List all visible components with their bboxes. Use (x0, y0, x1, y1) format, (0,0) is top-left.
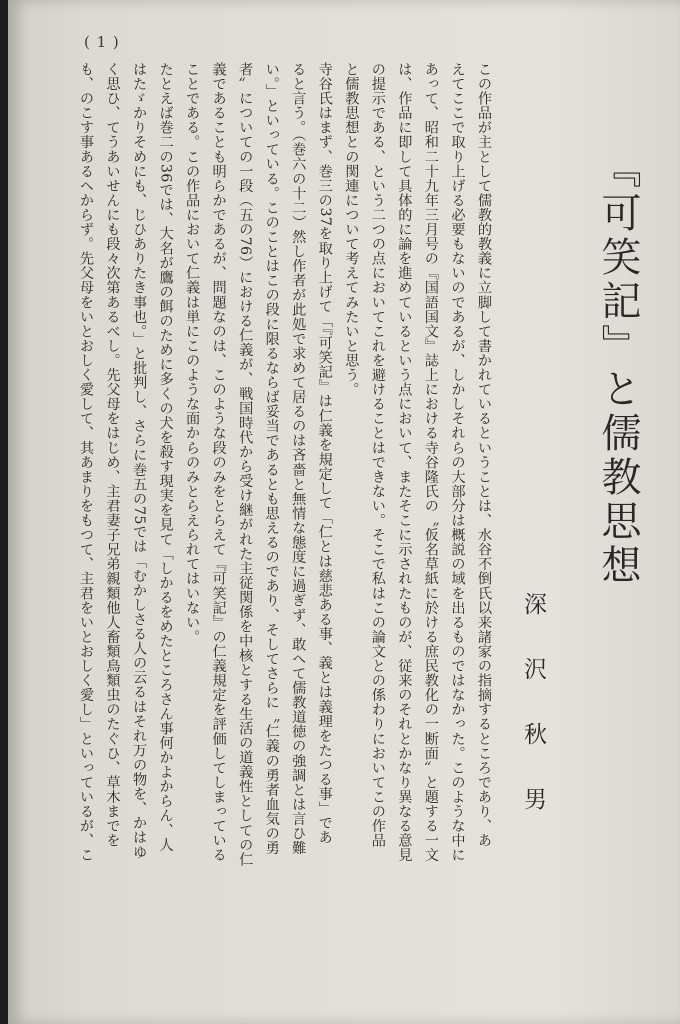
text-column: はたゞかりそめにも、じひありたき事也。」と批判し、さらに巻五の75では「むかしさる人の云るはそれ万の物を、かはゆ (131, 62, 148, 860)
text-column: と儒教思想との関連について考えてみたいと思う。 (343, 62, 360, 397)
text-column: 者〟についての一段（五の76）における仁義が、戦国時代から受け継がれた主従関係を中核とする生活の道義性としての仁 (237, 62, 254, 867)
page-number: ( 1 ) (84, 33, 120, 51)
text-column: 義であることも明らかであるが、問題なのは、このような段のみをとらえて『可笑記』の仁義規定を評価してしまっている (210, 62, 227, 863)
text-column: も、のこす事あるへからず。先父母をいとおしく愛して、其あまりをもつて、主君をいとおしく愛し」といっているが、こ (78, 62, 94, 863)
text-column: の提示である、という二つの点においてこれを避けることはできない。そこで私はこの論文との係わりにおいてこの作品 (369, 62, 386, 848)
body-text (76, 62, 494, 982)
text-column: あって、昭和二十九年三月号の『国語国文』誌上における寺谷隆氏の〝仮名草紙に於ける庶民教化の一断面〟と題する一文 (422, 62, 439, 863)
text-column: たとえば巻二の36では、大名が鷹の餌のために多くの犬を殺す現実を見て「しかるをめたところさん事何かよからん、人 (157, 62, 174, 852)
article-title: 『可笑記』と儒教思想 (595, 148, 641, 588)
text-column: ると言う。（巻六の十二）然し作者が此処で求めて居るのは吝嗇と無情な態度に過ぎず、敢へて儒教道徳の強調とは言ひ難 (290, 62, 307, 856)
text-column: えてここで取り上げる必要もないのであるが、しかしそれらの大部分は概説の域を出るものではなかった。このような中に (449, 62, 466, 863)
author-name: 深沢秋男 (520, 592, 546, 852)
book-page (8, 0, 680, 1024)
text-column: く思ひ、てうあいせんにも段々次第あるべし。先父母をはじめ、主君妻子兄弟親類他人畜類鳥類虫のたぐひ、草木までを (104, 62, 121, 848)
text-column: この作品が主として儒教的教義に立脚して書かれているということは、水谷不倒氏以来諸家の指摘するところであり、あ (475, 62, 492, 848)
text-column: は、作品に即して具体的に論を進めているという点において、またそこに示されたものが、従来のそれとかなり異なる意見 (396, 62, 413, 863)
text-column: い。」といっている。このことはこの段に限るならば妥当であるとも思えるのであり、そしてさらに〝仁義の勇者血気の勇 (263, 62, 280, 856)
text-column: ことである。この作品において仁義は単にこのような面からのみとらえられてはいない。 (184, 62, 201, 644)
text-column: 寺谷氏はまず、巻三の37を取り上げて「『可笑記』は仁義を規定して「仁とは慈悲ある事、義とは義理をたつる事」であ (316, 62, 333, 845)
